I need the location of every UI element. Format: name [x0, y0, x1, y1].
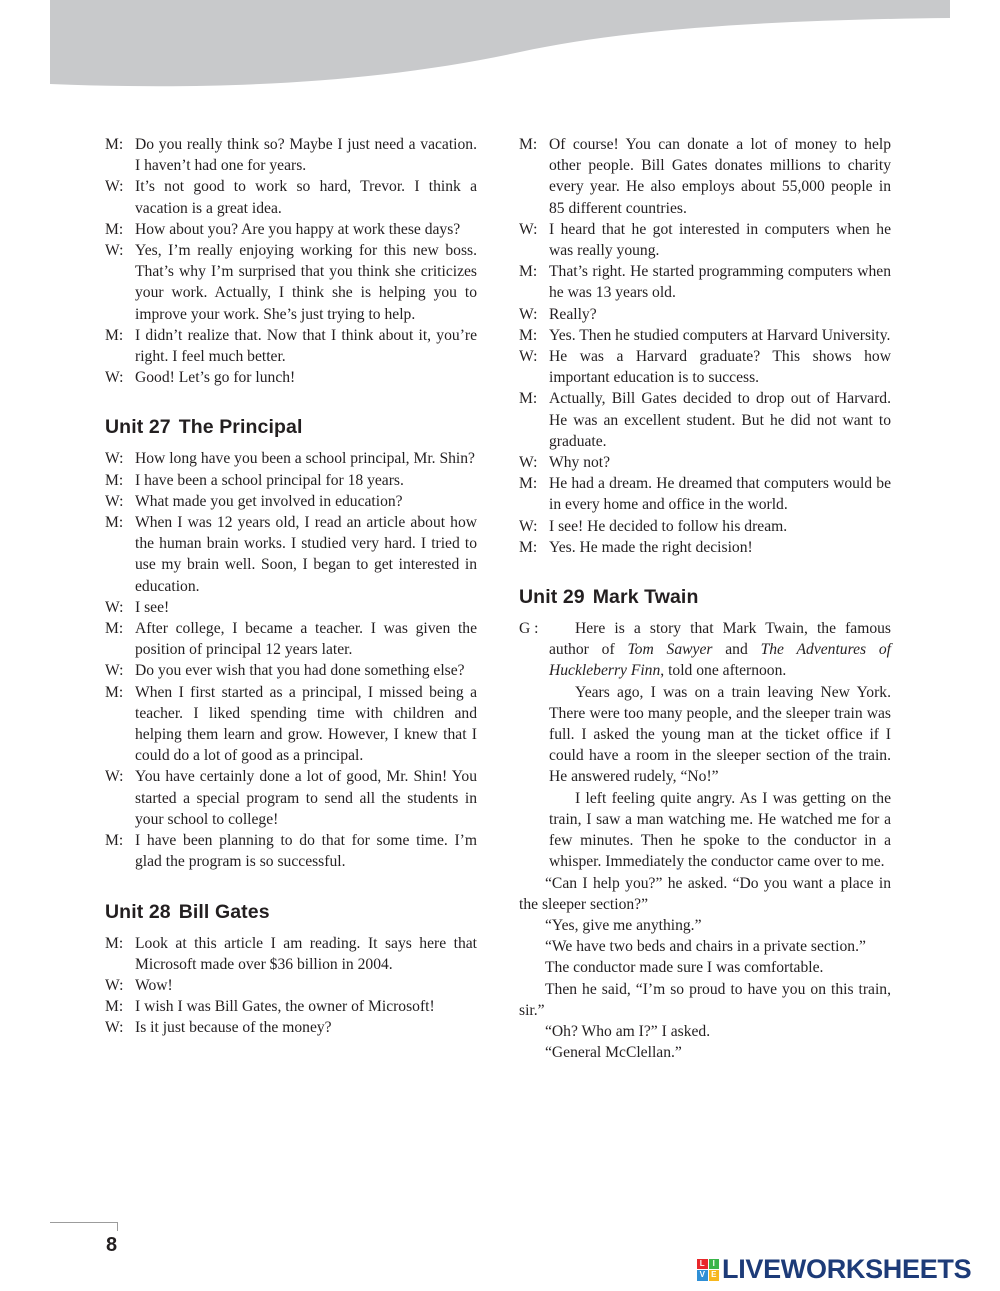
dialogue-line	[105, 325, 477, 367]
unit-title: The Principal	[178, 416, 303, 439]
dialogue-line	[105, 933, 477, 975]
speaker: W:	[105, 976, 124, 994]
speaker: W:	[519, 454, 538, 472]
line-text: It’s not good to work so hard, Trevor. I think a vacation is a great idea.	[135, 178, 477, 217]
dialogue-line	[519, 516, 891, 537]
left-column	[105, 134, 477, 1039]
line-text: He was a Harvard graduate? This shows how important education is to success.	[549, 348, 891, 387]
dialogue-line	[105, 766, 477, 830]
dialogue-line	[105, 597, 477, 618]
line-text: I have been planning to do that for some time. I’m glad the program is so successful.	[135, 832, 477, 871]
dialogue-line	[519, 537, 891, 558]
line-text: Yes. He made the right decision!	[549, 538, 753, 556]
speaker: M:	[105, 934, 124, 952]
book-title: The Adventures of Huckleberry Finn	[549, 641, 891, 680]
line-text: You have certainly done a lot of good, Mr. Shin! You started a special program to send all the students in your school to college!	[135, 768, 477, 828]
unit-28-heading	[105, 901, 477, 924]
story-text: and	[712, 641, 761, 659]
page-number: 8	[106, 1234, 118, 1256]
dialogue-line	[105, 975, 477, 996]
book-title: Tom Sawyer	[627, 641, 713, 659]
line-text: Of course! You can donate a lot of money to help other people. Bill Gates donates millions to charity every year. He also employs about 55,000 people in 85 different countries.	[549, 136, 891, 217]
speaker: W:	[519, 220, 538, 238]
line-text: Really?	[549, 305, 597, 323]
speaker: M:	[519, 136, 538, 153]
dialogue-line	[519, 452, 891, 473]
unit-28-dialogue-continued	[519, 134, 891, 558]
line-text: I have been a school principal for 18 years.	[135, 471, 404, 489]
dialogue-line	[105, 996, 477, 1017]
speaker: M:	[105, 998, 124, 1016]
dialogue-line	[105, 134, 477, 176]
header-wave-shape	[50, 0, 950, 86]
right-column	[519, 134, 891, 1063]
unit-27-heading	[105, 416, 477, 439]
unit-title: Mark Twain	[592, 586, 699, 609]
dialogue-line	[519, 304, 891, 325]
line-text: Do you really think so? Maybe I just need a vacation. I haven’t had one for years.	[135, 136, 477, 175]
unit-28-dialogue	[105, 933, 477, 1039]
unit-title: Bill Gates	[178, 900, 270, 923]
dialogue-line	[105, 240, 477, 325]
unit-number: Unit 27	[105, 416, 171, 439]
speaker: W:	[105, 242, 124, 260]
story-paragraph: “Yes, give me anything.”	[545, 916, 702, 934]
unit-29-story	[519, 618, 891, 1063]
dialogue-line	[105, 176, 477, 218]
speaker: M:	[105, 832, 124, 850]
logo-letter: I	[709, 1259, 720, 1270]
liveworksheets-logo-icon	[697, 1259, 719, 1281]
dialogue-line	[519, 261, 891, 303]
brand-name: LIVEWORKSHEETS	[722, 1254, 972, 1284]
speaker: M:	[105, 471, 124, 489]
footer-rule	[50, 1222, 118, 1223]
line-text: How about you? Are you happy at work these days?	[135, 220, 461, 238]
dialogue-line	[105, 512, 477, 597]
story-paragraph: Then he said, “I’m so proud to have you on this train, sir.”	[519, 980, 891, 1019]
line-text: Why not?	[549, 454, 611, 472]
speaker: W:	[105, 369, 124, 387]
dialogue-line	[519, 346, 891, 388]
unit-27-dialogue	[105, 448, 477, 872]
speaker: W:	[105, 662, 124, 680]
story-paragraph	[549, 618, 891, 682]
line-text: Is it just because of the money?	[135, 1019, 332, 1037]
story-paragraph: “Can I help you?” he asked. “Do you want a place in the sleeper section?”	[519, 874, 891, 913]
story-paragraph: “Oh? Who am I?” I asked.	[545, 1022, 711, 1040]
dialogue-line	[519, 473, 891, 515]
speaker: W:	[519, 348, 538, 366]
dialogue-line	[105, 491, 477, 512]
line-text: That’s right. He started programming computers when he was 13 years old.	[549, 263, 891, 302]
story-paragraph: “We have two beds and chairs in a private section.”	[545, 938, 866, 956]
line-text: I heard that he got interested in computers when he was really young.	[549, 220, 891, 260]
speaker: W:	[105, 492, 124, 510]
unit-number: Unit 28	[105, 900, 171, 923]
speaker: W:	[105, 450, 124, 468]
line-text: I see!	[135, 598, 170, 616]
story-text: , told one afternoon.	[660, 662, 787, 680]
story-paragraph: I left feeling quite angry. As I was getting on the train, I saw a man watching me. He watched me for a few minutes. Then he spoke to the conductor in a whisper. Immediately the conductor came over to me.	[549, 789, 891, 871]
logo-letter: V	[697, 1270, 708, 1281]
intro-dialogue	[105, 134, 477, 388]
line-text: I see! He decided to follow his dream.	[549, 517, 788, 535]
speaker: W:	[105, 178, 124, 196]
logo-letter: E	[709, 1270, 720, 1281]
line-text: Yes. Then he studied computers at Harvard University.	[549, 326, 891, 344]
story-paragraph: “General McClellan.”	[545, 1044, 682, 1062]
line-text: Wow!	[135, 976, 173, 994]
line-text: I didn’t realize that. Now that I think about it, you’re right. I feel much better.	[135, 326, 477, 366]
speaker: M:	[105, 220, 124, 238]
liveworksheets-brand[interactable]	[697, 1254, 971, 1285]
speaker: W:	[519, 517, 538, 535]
speaker: G :	[519, 620, 539, 638]
speaker: M:	[105, 683, 124, 701]
story-text: Here is a story that Mark Twain, the famous author of	[549, 620, 891, 659]
speaker: M:	[519, 390, 538, 408]
line-text: He had a dream. He dreamed that computers would be in every home and office in the world.	[549, 475, 891, 514]
unit-number: Unit 29	[519, 586, 585, 609]
speaker: W:	[519, 305, 538, 323]
dialogue-line	[519, 325, 891, 346]
speaker: M:	[105, 620, 124, 638]
dialogue-line	[105, 367, 477, 388]
dialogue-line	[105, 448, 477, 469]
speaker: M:	[105, 514, 124, 532]
story-paragraph: The conductor made sure I was comfortable.	[545, 959, 824, 977]
dialogue-line	[105, 470, 477, 491]
line-text: How long have you been a school principal, Mr. Shin?	[135, 450, 475, 468]
speaker: M:	[105, 326, 124, 344]
dialogue-line	[519, 388, 891, 452]
speaker: M:	[519, 475, 538, 493]
dialogue-line	[519, 219, 891, 261]
line-text: What made you get involved in education?	[135, 492, 403, 510]
story-continuation	[519, 873, 891, 1064]
dialogue-line	[105, 1017, 477, 1038]
speaker: M:	[519, 326, 538, 344]
line-text: Look at this article I am reading. It says here that Microsoft made over $36 billion in 2004.	[135, 934, 477, 973]
line-text: Actually, Bill Gates decided to drop out of Harvard. He was an excellent student. But he did not want to graduate.	[549, 390, 891, 450]
line-text: I wish I was Bill Gates, the owner of Microsoft!	[135, 998, 435, 1016]
speaker: W:	[105, 768, 124, 786]
dialogue-line	[105, 219, 477, 240]
story-paragraph: Years ago, I was on a train leaving New York. There were too many people, and the sleeper train was full. I asked the young man at the ticket office if I could have a room in the sleeper section of the train. He answered rudely, “No!”	[549, 683, 891, 786]
line-text: Do you ever wish that you had done something else?	[135, 662, 465, 680]
dialogue-line	[105, 682, 477, 767]
speaker: M:	[519, 538, 538, 556]
logo-letter: L	[697, 1259, 708, 1270]
unit-29-heading	[519, 586, 891, 609]
speaker: M:	[105, 136, 124, 153]
dialogue-line	[105, 660, 477, 681]
speaker: W:	[105, 598, 124, 616]
header-banner	[0, 0, 1000, 110]
speaker: W:	[105, 1019, 124, 1037]
speaker: M:	[519, 263, 538, 281]
footer-rule-tick	[117, 1222, 118, 1231]
line-text: Good! Let’s go for lunch!	[135, 369, 296, 387]
line-text: When I first started as a principal, I missed being a teacher. I liked spending time with children and helping them learn and grow. However, I knew that I could do a lot of good as a principal.	[135, 683, 477, 765]
line-text: After college, I became a teacher. I was given the position of principal 12 years later.	[135, 620, 477, 659]
dialogue-line	[105, 830, 477, 872]
line-text: When I was 12 years old, I read an article about how the human brain works. I studied very hard. I tried to use my brain well. Soon, I began to get interested in education.	[135, 514, 477, 595]
dialogue-line	[519, 134, 891, 219]
dialogue-line	[105, 618, 477, 660]
line-text: Yes, I’m really enjoying working for this new boss. That’s why I’m surprised that you think she criticizes your work. Actually, I think she is helping you to improve your work. She’s just trying to help.	[135, 242, 477, 323]
story-body	[519, 618, 891, 1063]
